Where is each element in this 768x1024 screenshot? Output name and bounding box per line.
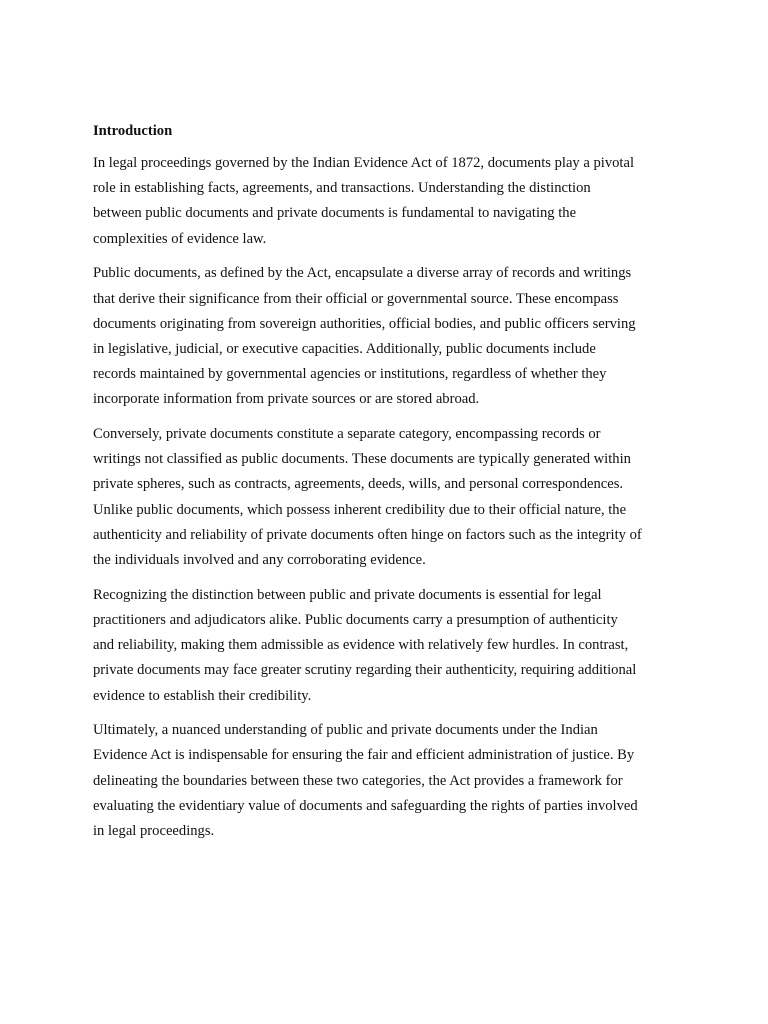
paragraph-intro <box>93 151 688 252</box>
paragraph-line: delineating the boundaries between these two categories, the Act provides a framework for <box>93 772 623 789</box>
paragraph-line: Conversely, private documents constitute a separate category, encompassing records or <box>93 426 601 443</box>
paragraph-line: in legal proceedings. <box>93 823 215 840</box>
paragraph-line: between public documents and private documents is fundamental to navigating the <box>93 205 577 222</box>
paragraph-line: authenticity and reliability of private documents often hinge on factors such as the integrity of <box>93 526 642 543</box>
paragraph-line: writings not classified as public documents. These documents are typically generated within <box>93 451 631 468</box>
paragraph-line: practitioners and adjudicators alike. Public documents carry a presumption of authenticity <box>93 611 618 628</box>
paragraph-line: Unlike public documents, which possess inherent credibility due to their official nature, the <box>93 501 627 518</box>
paragraph-line: in legislative, judicial, or executive capacities. Additionally, public documents include <box>93 340 596 357</box>
paragraph-public-documents <box>93 261 688 412</box>
paragraph-distinction <box>93 583 688 709</box>
paragraph-line: that derive their significance from their official or governmental source. These encompass <box>93 290 619 307</box>
paragraph-line: records maintained by governmental agencies or institutions, regardless of whether they <box>93 366 607 383</box>
paragraph-line: complexities of evidence law. <box>93 230 267 247</box>
paragraph-private-documents <box>93 422 688 573</box>
paragraph-line: evaluating the evidentiary value of documents and safeguarding the rights of parties involved <box>93 797 638 814</box>
paragraph-line: In legal proceedings governed by the Indian Evidence Act of 1872, documents play a pivotal <box>93 155 635 171</box>
paragraph-line: documents originating from sovereign authorities, official bodies, and public officers serving <box>93 315 636 332</box>
paragraph-line: incorporate information from private sources or are stored abroad. <box>93 391 480 408</box>
paragraph-line: evidence to establish their credibility. <box>93 687 312 704</box>
section-heading: Introduction <box>93 123 173 139</box>
paragraph-conclusion <box>93 718 688 844</box>
paragraph-line: private spheres, such as contracts, agreements, deeds, wills, and personal correspondences. <box>93 476 624 493</box>
document-body <box>93 121 688 854</box>
paragraph-line: role in establishing facts, agreements, and transactions. Understanding the distinction <box>93 180 591 197</box>
paragraph-line: Public documents, as defined by the Act, encapsulate a diverse array of records and writings <box>93 265 632 282</box>
paragraph-line: private documents may face greater scrutiny regarding their authenticity, requiring additional <box>93 662 637 679</box>
paragraph-line: and reliability, making them admissible as evidence with relatively few hurdles. In contrast, <box>93 637 629 654</box>
paragraph-line: the individuals involved and any corroborating evidence. <box>93 552 426 569</box>
paragraph-line: Ultimately, a nuanced understanding of public and private documents under the Indian <box>93 722 598 739</box>
paragraph-line: Recognizing the distinction between public and private documents is essential for legal <box>93 586 602 603</box>
paragraph-line: Evidence Act is indispensable for ensuring the fair and efficient administration of justice. By <box>93 747 635 764</box>
